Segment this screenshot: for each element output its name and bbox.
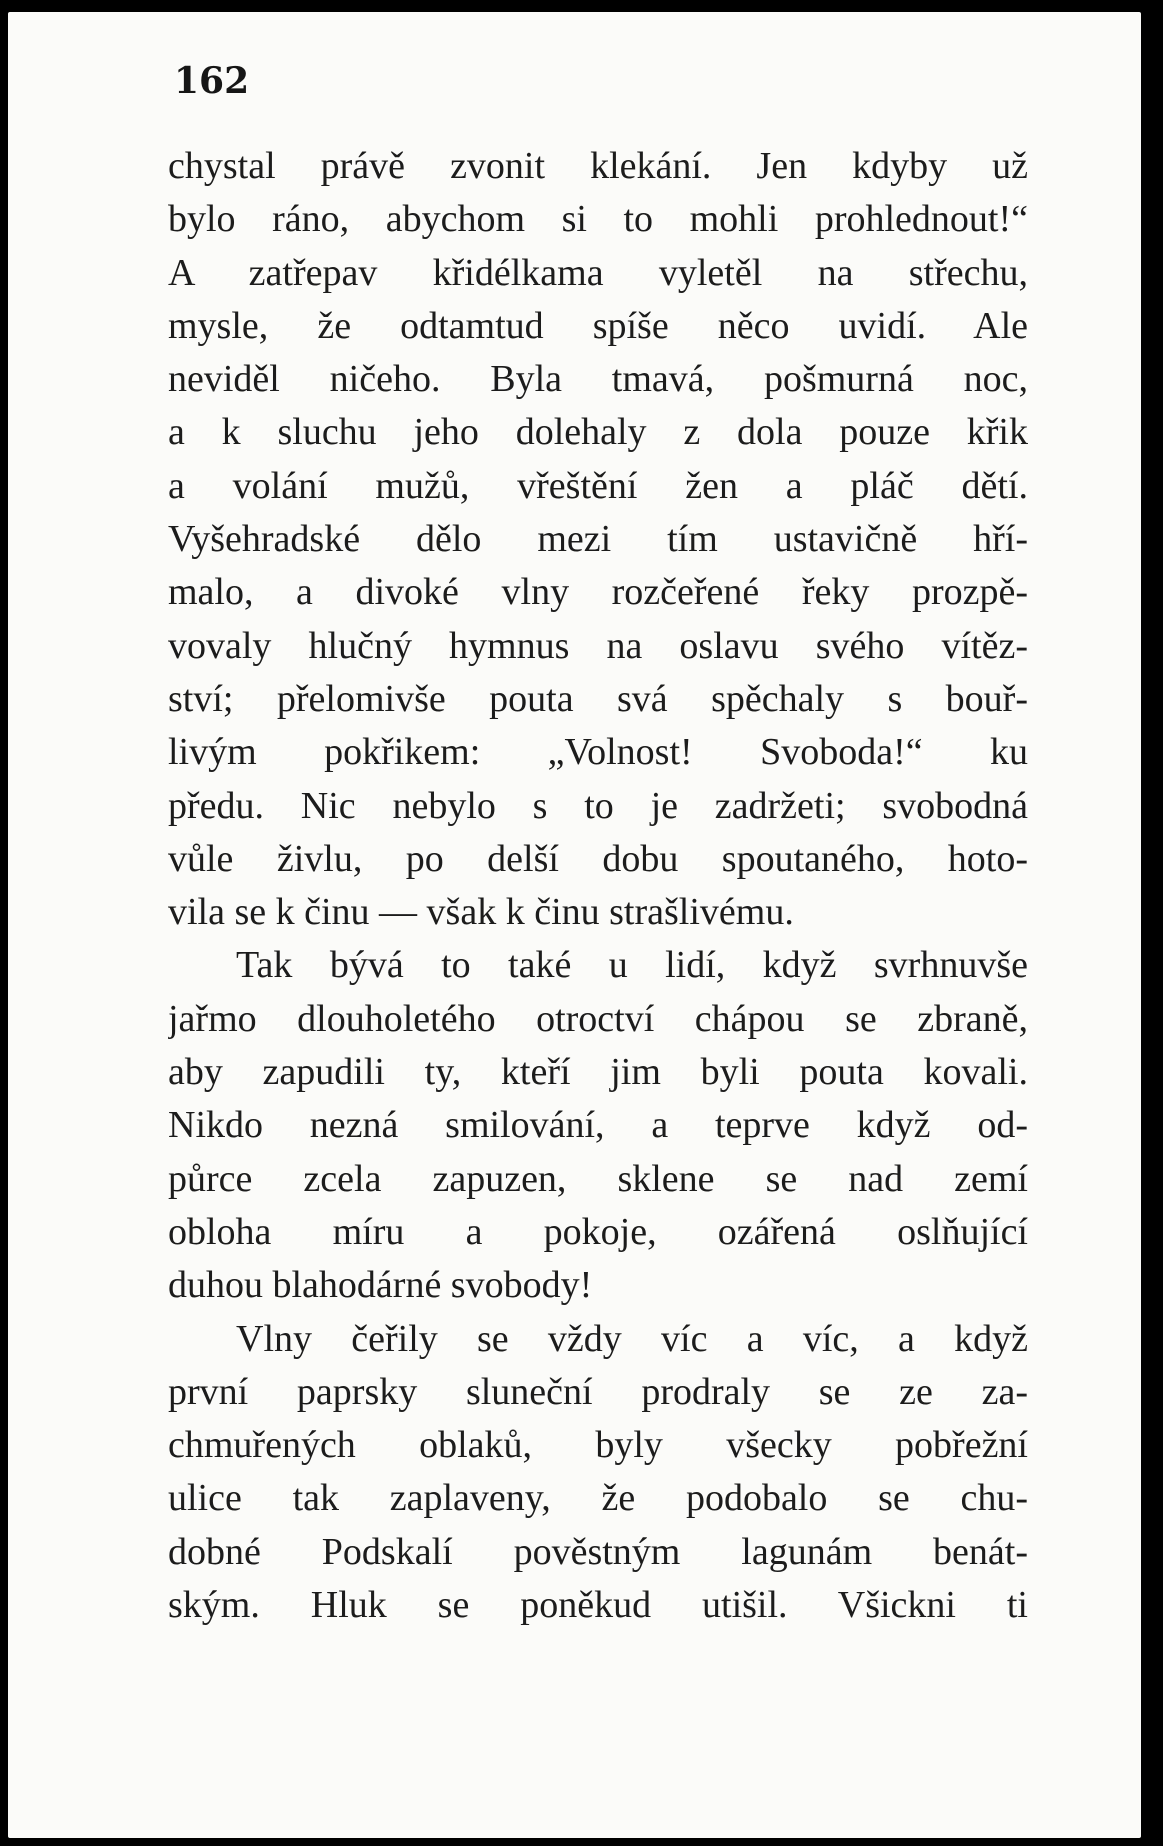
text-line: první paprsky sluneční prodraly se ze za- xyxy=(168,1370,1028,1413)
book-page xyxy=(8,12,1141,1838)
text-line: jařmo dlouholetého otroctví chápou se zbraně, xyxy=(168,997,1028,1040)
page-number: 162 xyxy=(174,60,250,102)
text-line: A zatřepav křidélkama vyletěl na střechu, xyxy=(168,251,1028,294)
text-line: neviděl ničeho. Byla tmavá, pošmurná noc, xyxy=(168,358,1028,401)
text-line: Tak bývá to také u lidí, když svrhnuvše xyxy=(236,944,1028,987)
text-line: dobné Podskalí pověstným lagunám benát- xyxy=(168,1530,1028,1573)
text-line: vovaly hlučný hymnus na oslavu svého vítěz- xyxy=(168,624,1028,667)
text-line: Vyšehradské dělo mezi tím ustavičně hří- xyxy=(168,518,1028,561)
text-line: vůle živlu, po delší dobu spoutaného, hoto- xyxy=(168,837,1028,880)
text-line: vila se k činu — však k činu strašlivému. xyxy=(168,891,794,934)
text-line: chystal právě zvonit klekání. Jen kdyby už xyxy=(168,145,1028,187)
text-line: a k sluchu jeho dolehaly z dola pouze křik xyxy=(168,411,1028,454)
text-line: půrce zcela zapuzen, sklene se nad zemí xyxy=(168,1157,1028,1200)
text-line: duhou blahodárné svobody! xyxy=(168,1264,593,1307)
text-line: Nikdo nezná smilování, a teprve když od- xyxy=(168,1104,1028,1147)
body-text xyxy=(168,140,1028,1632)
text-line: aby zapudili ty, kteří jim byli pouta kovali. xyxy=(168,1051,1028,1094)
text-line: předu. Nic nebylo s to je zadržeti; svobodná xyxy=(168,784,1028,827)
text-line: a volání mužů, vřeštění žen a pláč dětí. xyxy=(168,464,1028,507)
text-line: Vlny čeřily se vždy víc a víc, a když xyxy=(236,1317,1028,1360)
text-line: bylo ráno, abychom si to mohli prohlednout!“ xyxy=(168,198,1028,241)
text-line: ství; přelomivše pouta svá spěchaly s bouř- xyxy=(168,677,1028,720)
text-line: ulice tak zaplaveny, že podobalo se chu- xyxy=(168,1477,1028,1520)
text-line: livým pokřikem: „Volnost! Svoboda!“ ku xyxy=(168,731,1028,774)
text-line: malo, a divoké vlny rozčeřené řeky prozpě- xyxy=(168,571,1028,614)
text-line: chmuřených oblaků, byly všecky pobřežní xyxy=(168,1424,1028,1467)
text-line: mysle, že odtamtud spíše něco uvidí. Ale xyxy=(168,304,1028,347)
text-line: ským. Hluk se poněkud utišil. Všickni ti xyxy=(168,1584,1028,1627)
text-line: obloha míru a pokoje, ozářená oslňující xyxy=(168,1210,1028,1253)
